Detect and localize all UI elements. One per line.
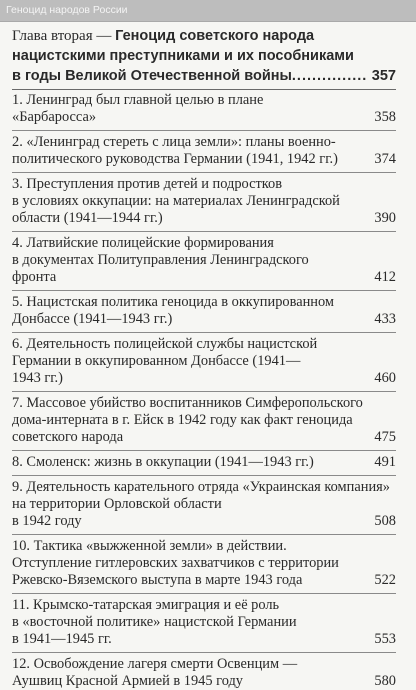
divider — [12, 475, 396, 476]
toc-entry-page-number: 475 — [374, 429, 396, 445]
divider — [12, 534, 396, 535]
toc-entry-text: дома-интерната в г. Ейск в 1942 году как факт геноцида — [12, 412, 353, 428]
toc-entry-text: Донбассе (1941—1943 гг.) — [12, 311, 173, 327]
toc-entry-page-number: 580 — [374, 673, 396, 689]
chapter-title-line: в годы Великой Отечественной войны............... — [12, 68, 368, 84]
divider — [12, 130, 396, 131]
divider — [12, 172, 396, 173]
toc-entry-text: в 1942 году — [12, 513, 82, 529]
chapter-label: Глава вторая — — [12, 28, 116, 44]
toc-entry-page-number: 491 — [374, 454, 396, 470]
toc-entry-text: 6. Деятельность полицейской службы нацистской — [12, 336, 318, 352]
toc-entry-text: в условиях оккупации: на материалах Ленинградской — [12, 193, 340, 209]
divider — [12, 652, 396, 653]
toc-entry-text: в 1941—1945 гг. — [12, 631, 112, 647]
divider — [12, 89, 396, 90]
toc-entry-text: фронта — [12, 269, 57, 285]
toc-entry-page-number: 358 — [374, 109, 396, 125]
chapter-title-line — [12, 48, 354, 65]
toc-entry-text: 2. «Ленинград стереть с лица земли»: планы военно- — [12, 134, 336, 150]
toc-entry-text: Аушвиц Красной Армией в 1945 году — [12, 673, 243, 689]
toc-entry-page-number: 522 — [374, 572, 396, 588]
divider — [12, 391, 396, 392]
toc-entry-text: в «восточной политике» нацистской Германии — [12, 614, 297, 630]
table-of-contents — [12, 28, 396, 689]
toc-entry-text: Ржевско-Вяземского выступа в марте 1943 года — [12, 572, 303, 588]
toc-entry-page-number: 412 — [374, 269, 396, 285]
toc-entry-text: «Барбаросса» — [12, 109, 97, 125]
toc-entry-text: 7. Массовое убийство воспитанников Симферопольского — [12, 395, 363, 411]
toc-entry-text: 8. Смоленск: жизнь в оккупации (1941—1943 гг.) — [12, 454, 314, 470]
toc-entry-text: Отступление гитлеровских захватчиков с территории — [12, 555, 339, 571]
toc-entry-text: 4. Латвийские полицейские формирования — [12, 235, 274, 251]
chapter-title-text: нацистскими преступниками и их пособниками — [12, 48, 354, 64]
running-header-title: Геноцид народов России — [6, 4, 128, 16]
divider — [12, 593, 396, 594]
toc-entry-text: 1943 гг.) — [12, 370, 63, 386]
toc-entry-text: советского народа — [12, 429, 124, 445]
toc-entry-page-number: 508 — [374, 513, 396, 529]
divider — [12, 450, 396, 451]
toc-entry-text: на территории Орловской области — [12, 496, 222, 512]
toc-entry-text: в документах Политуправления Ленинградского — [12, 252, 309, 268]
toc-entry-page-number: 553 — [374, 631, 396, 647]
divider — [12, 332, 396, 333]
toc-entry-text: области (1941—1944 гг.) — [12, 210, 163, 226]
toc-entry-text: 9. Деятельность карательного отряда «Украинская компания» — [12, 479, 390, 495]
toc-entry-text: 10. Тактика «выжженной земли» в действии. — [12, 538, 287, 554]
toc-entry-text: 5. Нацистская политика геноцида в оккупированном — [12, 294, 335, 310]
toc-entry-text: 11. Крымско-татарская эмиграция и её роль — [12, 597, 280, 613]
chapter-title-line — [12, 28, 314, 45]
running-header — [0, 0, 416, 22]
divider — [12, 231, 396, 232]
toc-entry-page-number: 433 — [374, 311, 396, 327]
toc-entry-text: 12. Освобождение лагеря смерти Освенцим — — [12, 656, 298, 672]
toc-entry-page-number: 460 — [374, 370, 396, 386]
divider — [12, 290, 396, 291]
toc-entry-page-number: 390 — [374, 210, 396, 226]
toc-entry-text: 3. Преступления против детей и подростков — [12, 176, 283, 192]
toc-entry-page-number: 374 — [374, 151, 396, 167]
toc-entry-text: 1. Ленинград был главной целью в плане — [12, 92, 264, 108]
chapter-page-number: 357 — [371, 68, 396, 84]
toc-entry-text: политического руководства Германии (1941, 1942 гг.) — [12, 151, 338, 167]
toc-entry-text: Германии в оккупированном Донбассе (1941— — [12, 353, 301, 369]
chapter-title-text: Геноцид советского народа — [115, 28, 315, 44]
chapter-title-text: в годы Великой Отечественной войны — [12, 68, 292, 84]
